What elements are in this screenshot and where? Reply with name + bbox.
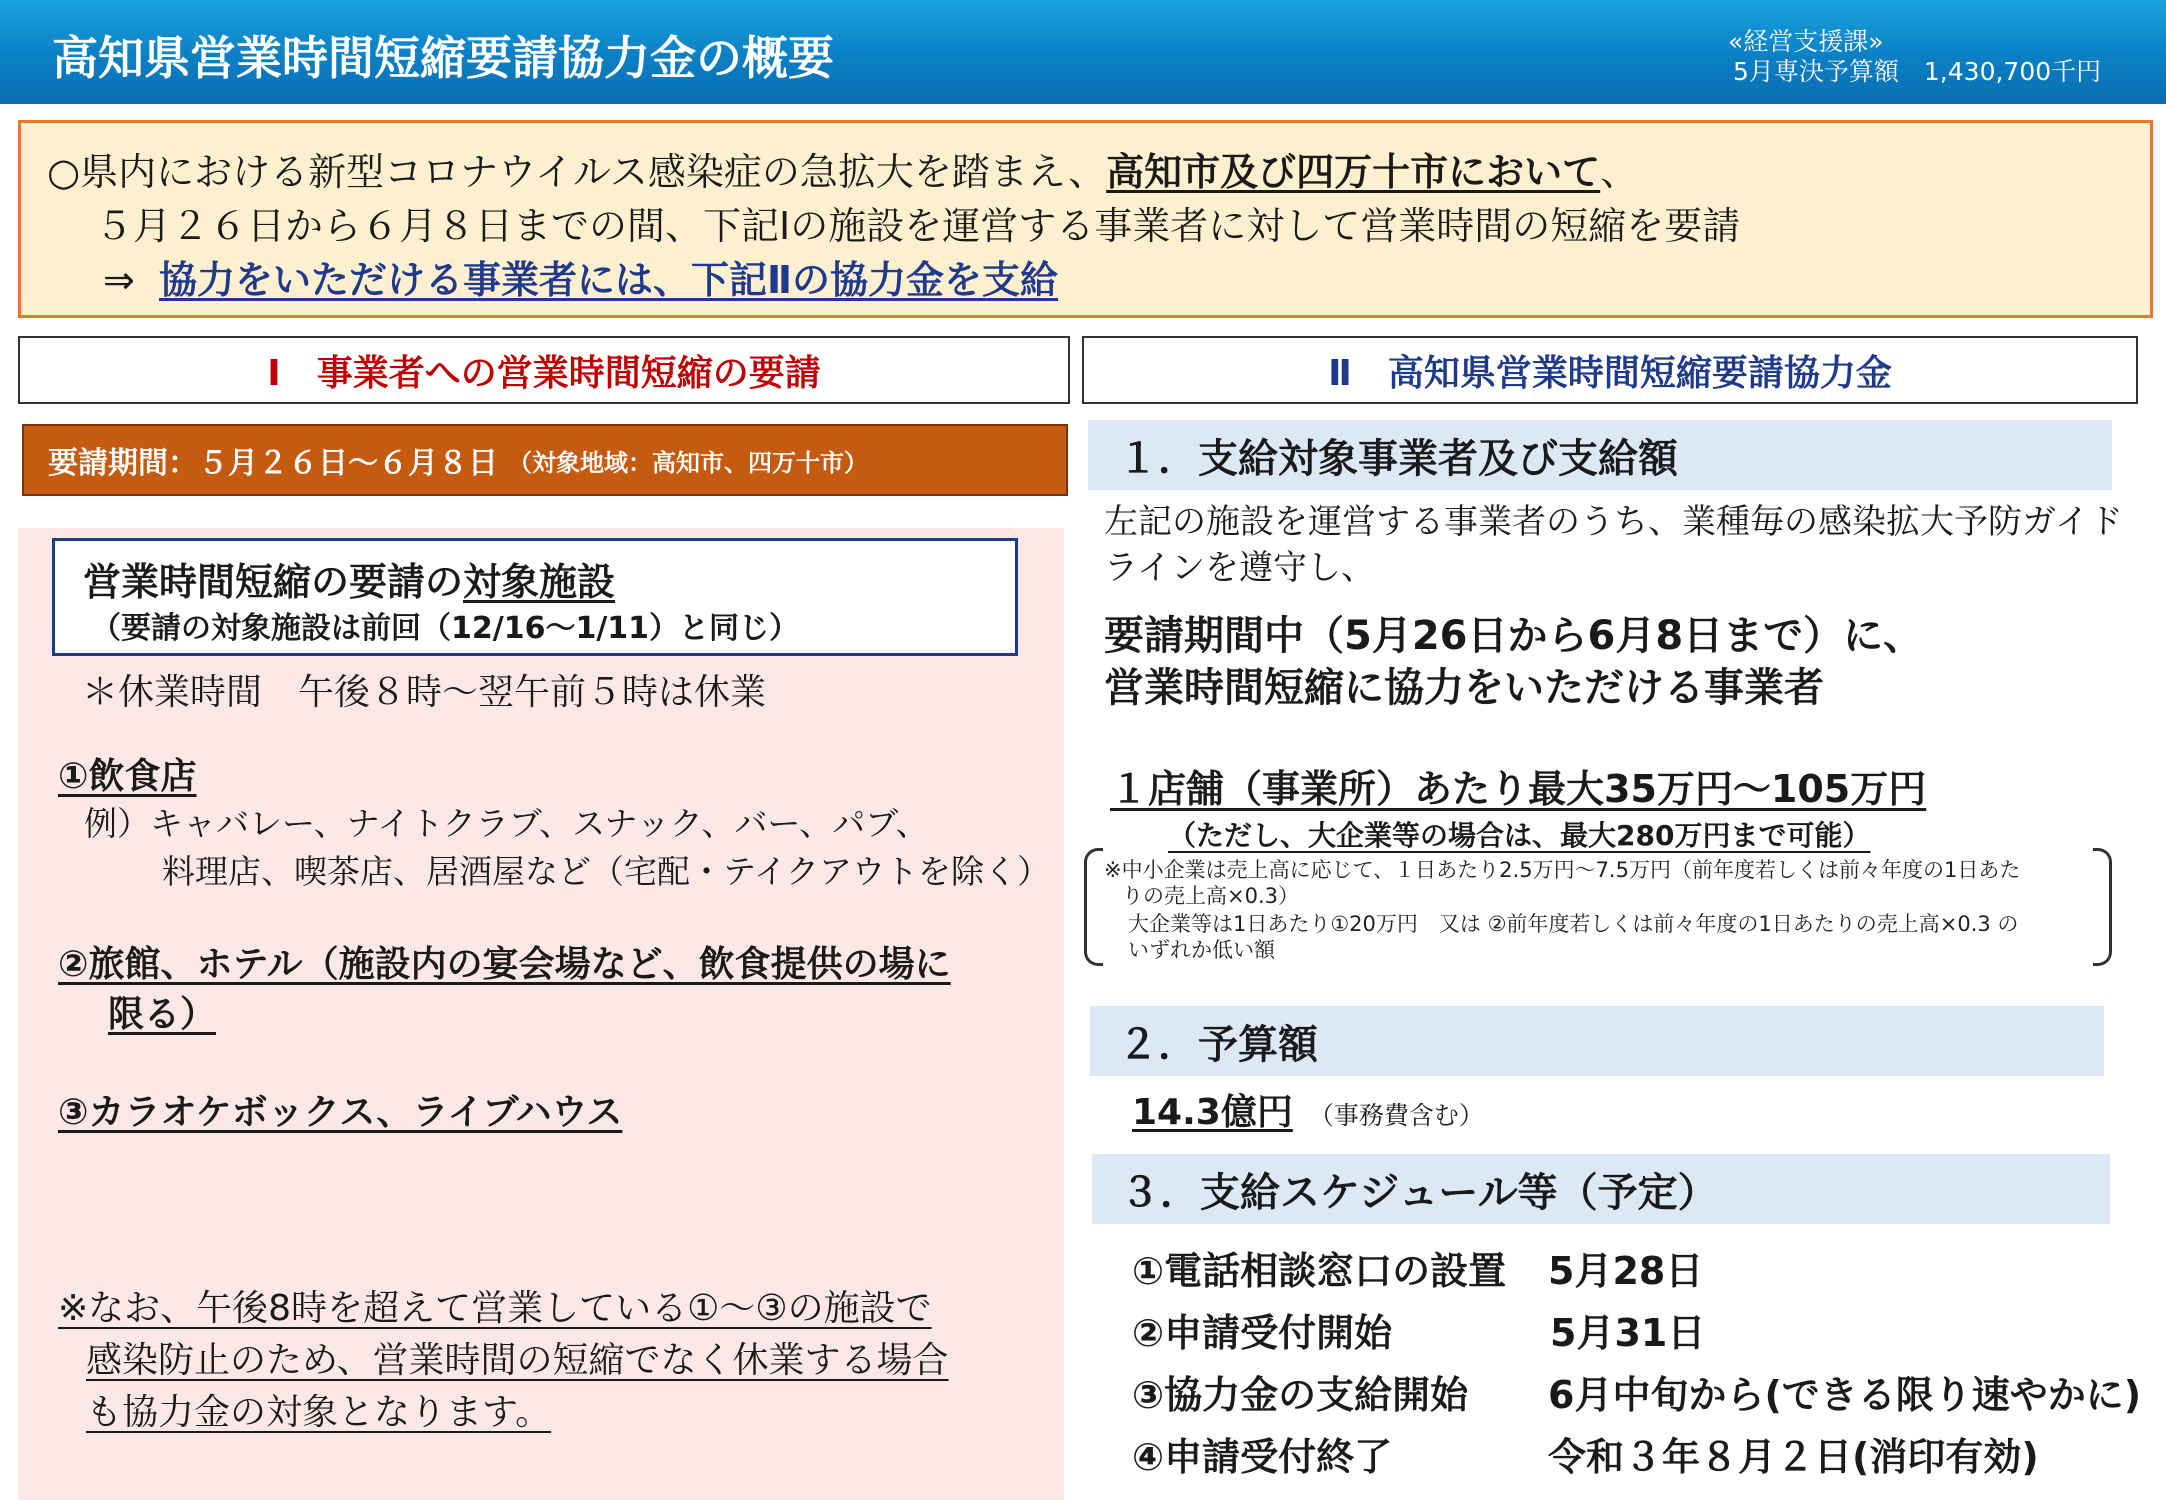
closure-hours-note: ＊休業時間 午後８時～翌午前５時は休業	[82, 672, 767, 713]
intro-line-1-text: ○県内における新型コロナウイルス感染症の急拡大を踏まえ、	[47, 150, 1107, 194]
eligibility-period: 要請期間中（5月26日から6月8日まで）に、	[1104, 613, 1924, 659]
schedule-date: 5月31日	[1550, 1311, 1706, 1355]
schedule-date: 6月中旬から(できる限り速やかに)	[1548, 1373, 2142, 1417]
target-facilities-subtitle: （要請の対象施設は前回（12/16～1/11）と同じ）	[91, 611, 800, 646]
schedule-item: ③協力金の支給開始	[1132, 1373, 1469, 1417]
section-2-header: Ⅱ 高知県営業時間短縮要請協力金	[1082, 336, 2138, 404]
facility-karaoke: ③カラオケボックス、ライブハウス	[58, 1092, 623, 1133]
closure-eligibility-note-1: ※なお、午後8時を超えて営業している①～③の施設で	[58, 1288, 932, 1329]
payment-amount: １店舗（事業所）あたり最大35万円～105万円	[1110, 767, 1927, 811]
budget-header: ２．予算額	[1090, 1006, 2104, 1076]
facility-hotels-cont: 限る）	[108, 994, 217, 1035]
intro-line-1-suffix: 、	[1600, 150, 1639, 194]
right-bracket	[2093, 848, 2112, 966]
eligibility-condition: 営業時間短縮に協力をいただける事業者	[1104, 665, 1824, 711]
closure-eligibility-note-2: 感染防止のため、営業時間の短縮でなく休業する場合	[86, 1340, 949, 1381]
intro-support-message: 協力をいただける事業者には、下記Ⅱの協力金を支給	[159, 258, 1059, 302]
schedule-date: 5月28日	[1548, 1249, 1704, 1293]
schedule-item: ④申請受付終了	[1132, 1435, 1393, 1479]
facility-examples-2: 料理店、喫茶店、居酒屋など（宅配・テイクアウトを除く）	[162, 852, 1051, 891]
left-bracket	[1084, 848, 1103, 966]
request-period: 要請期間：５月２６日～６月８日	[48, 446, 498, 481]
intro-line-1	[47, 141, 1638, 196]
schedule-item: ①電話相談窓口の設置	[1132, 1249, 1507, 1293]
intro-box	[18, 120, 2153, 318]
target-title-underlined: 対象施設	[463, 560, 616, 604]
department-label: «経営支援課»	[1728, 27, 1884, 56]
section-1-header: Ⅰ 事業者への営業時間短縮の要請	[18, 336, 1070, 404]
large-company-amount: （ただし、大企業等の場合は、最大280万円まで可能）	[1168, 819, 1871, 852]
target-title-text: 営業時間短縮の要請の	[83, 560, 464, 604]
facility-examples-1: 例）キャバレー、ナイトクラブ、スナック、バー、パブ、	[84, 804, 929, 843]
calc-note-line-4: いずれか低い額	[1128, 938, 1275, 962]
intro-line-2: ５月２６日から６月８日までの間、下記Ⅰの施設を運営する事業者に対して営業時間の短縮を要請	[95, 204, 1741, 248]
eligibility-desc-1: 左記の施設を運営する事業者のうち、業種毎の感染拡大予防ガイド	[1104, 502, 2123, 542]
facility-restaurants: ①飲食店	[58, 756, 197, 797]
target-facilities-title	[83, 551, 615, 606]
eligibility-header: １．支給対象事業者及び支給額	[1088, 420, 2112, 490]
target-area: （対象地域：高知市、四万十市）	[508, 448, 868, 477]
target-facilities-box	[52, 538, 1018, 656]
budget-summary: 5月専決予算額 1,430,700千円	[1733, 57, 2102, 86]
intro-line-3	[103, 249, 1058, 304]
eligibility-desc-2: ラインを遵守し、	[1104, 548, 1375, 588]
arrow-icon: ⇒	[103, 258, 135, 302]
calc-note-line-3: 大企業等は1日あたり①20万円 又は ②前年度若しくは前々年度の1日あたりの売上高×0.3 の	[1128, 912, 2019, 936]
budget-amount-line	[1132, 1084, 1484, 1135]
calc-note-line-1: ※中小企業は売上高に応じて、１日あたり2.5万円～7.5万円（前年度若しくは前々年度の1日あた	[1104, 858, 2021, 882]
intro-target-cities: 高知市及び四万十市において	[1106, 150, 1601, 194]
budget-amount: 14.3億円	[1132, 1092, 1293, 1133]
page-title: 高知県営業時間短縮要請協力金の概要	[52, 31, 834, 85]
calculation-note	[1084, 848, 2112, 962]
schedule-item: ②申請受付開始	[1132, 1311, 1393, 1355]
facility-hotels: ②旅館、ホテル（施設内の宴会場など、飲食提供の場に	[58, 944, 951, 985]
schedule-date: 令和３年８月２日(消印有効)	[1548, 1435, 2039, 1479]
calc-note-line-2: りの売上高×0.3）	[1122, 884, 1299, 908]
closure-eligibility-note-3: も協力金の対象となります。	[86, 1392, 552, 1433]
request-period-bar	[22, 424, 1068, 496]
schedule-header: ３．支給スケジュール等（予定）	[1092, 1154, 2110, 1224]
budget-note: （事務費含む）	[1308, 1101, 1484, 1130]
